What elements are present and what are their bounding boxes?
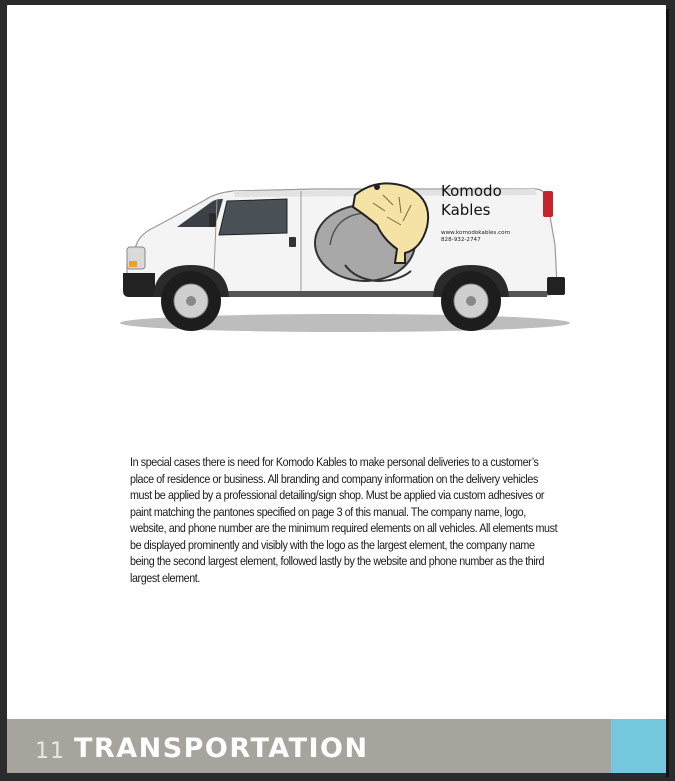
footer-accent-block	[611, 719, 666, 773]
side-mirror	[209, 213, 216, 227]
van-phone: 828-932-2747	[441, 237, 481, 243]
body-paragraph: In special cases there is need for Komodo Kables to make personal deliveries to a customer’s place of residence or business. All branding and company information on the delivery vehicles must be applied by a professional detailing/sign shop. Must be applied via custom adhesives or paint matching the pantones specified on page 3 of this manual. The company name, logo, website, and phone number are the minimum required elements on all vehicles. All elements must be displayed prominently and visibly with the logo as the largest element, the company name being the second largest element, followed lastly by the website and phone number as the third largest element.	[130, 455, 558, 585]
van-website: www.komodokables.com	[441, 230, 511, 236]
van-brand-line1: Komodo	[441, 182, 502, 200]
page-number: 11	[35, 739, 65, 764]
delivery-van-illustration	[115, 155, 575, 340]
side-window	[219, 199, 287, 235]
manual-page	[7, 5, 666, 773]
tail-light	[543, 191, 553, 217]
turn-signal	[129, 261, 137, 267]
page-shadow	[666, 9, 669, 777]
van-brand-line2: Kables	[441, 201, 491, 219]
door-handle	[289, 237, 296, 247]
rear-bumper	[547, 277, 565, 295]
section-title: TRANSPORTATION	[74, 733, 369, 764]
front-wheel	[161, 271, 221, 331]
front-bumper	[123, 273, 155, 297]
rear-wheel	[441, 271, 501, 331]
